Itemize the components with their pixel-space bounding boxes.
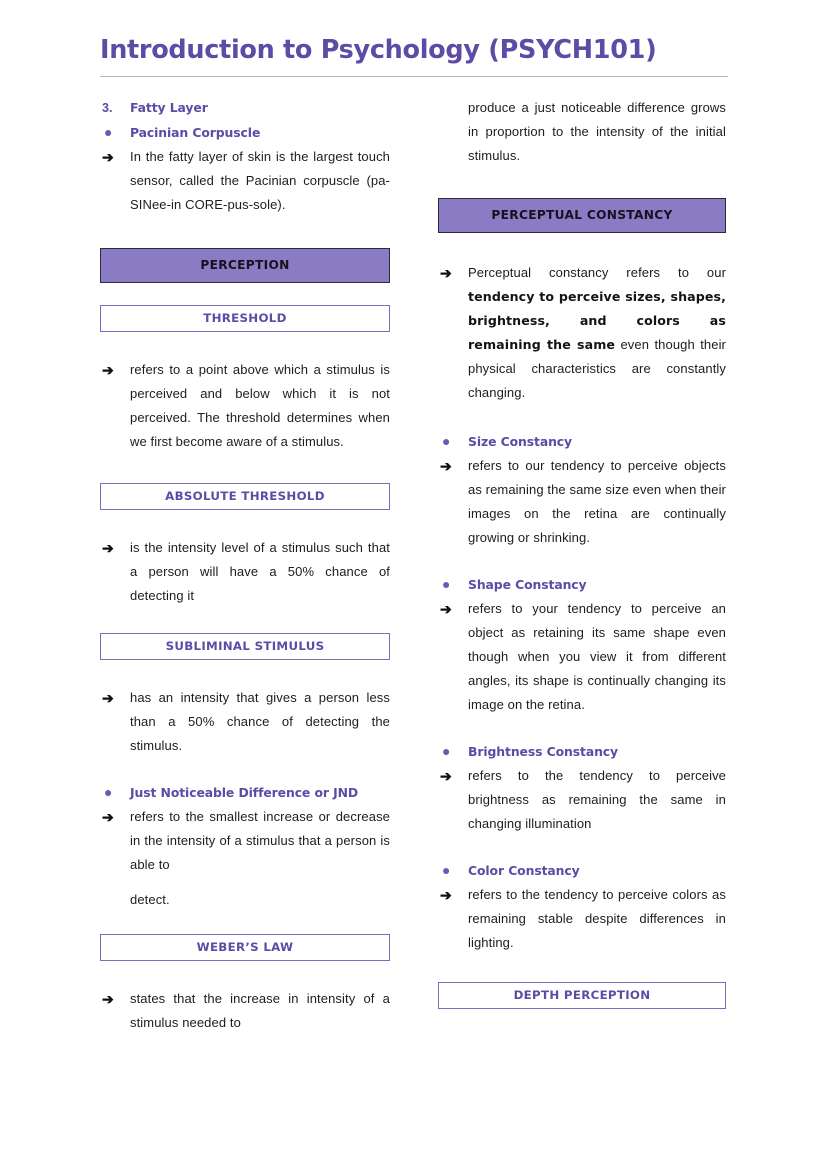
- list-item-webers-law-body: [100, 987, 390, 1035]
- bullet-icon: ●: [442, 576, 451, 592]
- list-item-size-constancy-body: [438, 454, 726, 550]
- section-banner-subliminal-stimulus: SUBLIMINAL STIMULUS: [100, 633, 390, 660]
- size-constancy-body: refers to our tendency to perceive objects as remaining the same size even when their images on the retina are continually growing or shrinking.: [468, 458, 726, 545]
- pacinian-corpuscle-body: In the fatty layer of skin is the largest touch sensor, called the Pacinian corpuscle (pa-SINee-in CORE-pus-sole).: [130, 149, 390, 212]
- section-banner-absolute-threshold: ABSOLUTE THRESHOLD: [100, 483, 390, 510]
- spacer: [100, 510, 390, 536]
- arrow-icon: ➔: [102, 149, 114, 165]
- list-item-shape-constancy-body: [438, 597, 726, 717]
- list-item-jnd-body: [100, 805, 390, 877]
- spacer: [100, 283, 390, 305]
- spacer: [438, 718, 726, 740]
- color-constancy-heading: Color Constancy: [468, 863, 580, 878]
- jnd-body: refers to the smallest increase or decrease in the intensity of a stimulus that a person is able to: [130, 809, 390, 872]
- arrow-icon: ➔: [102, 690, 114, 706]
- brightness-constancy-body: refers to the tendency to perceive brightness as remaining the same in changing illumination: [468, 768, 726, 831]
- color-constancy-body: refers to the tendency to perceive colors as remaining stable despite differences in lighting.: [468, 887, 726, 950]
- bullet-icon: ●: [104, 124, 113, 140]
- spacer: [100, 961, 390, 987]
- list-item-perceptual-constancy-body: [438, 261, 726, 405]
- list-number-marker: 3.: [102, 101, 113, 115]
- section-banner-webers-law: WEBER’S LAW: [100, 934, 390, 961]
- left-column: [100, 96, 390, 1036]
- brightness-constancy-heading: Brightness Constancy: [468, 744, 619, 759]
- subliminal-stimulus-body: has an intensity that gives a person less than a 50% chance of detecting the stimulus.: [130, 690, 390, 753]
- fatty-layer-heading: Fatty Layer: [130, 100, 208, 115]
- perceptual-constancy-body-bold: tendency to perceive sizes, shapes, brightness, and colors as remaining the same: [468, 289, 726, 352]
- list-item-jnd-heading: [100, 781, 390, 804]
- list-item-fatty-layer: [100, 96, 390, 120]
- shape-constancy-body: refers to your tendency to perceive an object as retaining its same shape even though when you view it from different angles, its shape is continually changing its image on the retina.: [468, 601, 726, 712]
- spacer: [438, 168, 726, 198]
- spacer: [100, 660, 390, 686]
- page-title: Introduction to Psychology (PSYCH101): [100, 35, 657, 65]
- arrow-icon: ➔: [102, 991, 114, 1007]
- webers-law-continuation: produce a just noticeable difference grows in proportion to the intensity of the initial stimulus.: [468, 100, 726, 163]
- jnd-heading: Just Noticeable Difference or JND: [130, 785, 359, 800]
- list-item-shape-constancy-heading: [438, 573, 726, 596]
- shape-constancy-heading: Shape Constancy: [468, 577, 587, 592]
- title-divider: [100, 76, 728, 77]
- pacinian-corpuscle-heading: Pacinian Corpuscle: [130, 125, 261, 140]
- list-item-color-constancy-body: [438, 883, 726, 955]
- list-item-threshold-body: [100, 358, 390, 454]
- bullet-icon: ●: [104, 784, 113, 800]
- spacer: [100, 332, 390, 358]
- spacer: [438, 837, 726, 859]
- spacer: [100, 609, 390, 633]
- perceptual-constancy-body-post: even though their physical characteristics are constantly changing.: [468, 337, 726, 400]
- arrow-icon: ➔: [102, 809, 114, 825]
- section-banner-threshold: THRESHOLD: [100, 305, 390, 332]
- list-item-color-constancy-heading: [438, 859, 726, 882]
- spacer: [100, 455, 390, 483]
- bullet-icon: ●: [442, 862, 451, 878]
- arrow-icon: ➔: [440, 887, 452, 903]
- bullet-icon: ●: [442, 743, 451, 759]
- section-banner-perception: PERCEPTION: [100, 248, 390, 283]
- arrow-icon: ➔: [440, 601, 452, 617]
- list-item-brightness-constancy-body: [438, 764, 726, 836]
- webers-law-body: states that the increase in intensity of a stimulus needed to: [130, 991, 390, 1030]
- document-header: [100, 36, 728, 85]
- arrow-icon: ➔: [102, 362, 114, 378]
- right-column: [438, 96, 726, 1009]
- spacer: [438, 406, 726, 430]
- section-banner-perceptual-constancy: PERCEPTUAL CONSTANCY: [438, 198, 726, 233]
- spacer: [100, 218, 390, 248]
- bullet-icon: ●: [442, 433, 451, 449]
- arrow-icon: ➔: [102, 540, 114, 556]
- perceptual-constancy-body-pre: Perceptual constancy refers to our: [468, 265, 726, 280]
- list-item-pacinian-body: [100, 145, 390, 217]
- spacer: [100, 759, 390, 781]
- spacer: [100, 878, 390, 888]
- arrow-icon: ➔: [440, 265, 452, 281]
- spacer: [438, 233, 726, 261]
- list-item-brightness-constancy-heading: [438, 740, 726, 763]
- absolute-threshold-body: is the intensity level of a stimulus such that a person will have a 50% chance of detecting it: [130, 540, 390, 603]
- arrow-icon: ➔: [440, 768, 452, 784]
- jnd-body-tail: detect.: [130, 892, 170, 907]
- list-item-pacinian-corpuscle: [100, 121, 390, 144]
- spacer: [438, 956, 726, 982]
- size-constancy-heading: Size Constancy: [468, 434, 573, 449]
- list-item-size-constancy-heading: [438, 430, 726, 453]
- spacer: [100, 912, 390, 934]
- list-item-subliminal-stimulus-body: [100, 686, 390, 758]
- perceptual-constancy-body: [468, 261, 726, 405]
- arrow-icon: ➔: [440, 458, 452, 474]
- list-item-absolute-threshold-body: [100, 536, 390, 608]
- section-banner-depth-perception: DEPTH PERCEPTION: [438, 982, 726, 1009]
- spacer: [438, 551, 726, 573]
- threshold-body: refers to a point above which a stimulus is perceived and below which it is not perceived. The threshold determines when we first become aware of a stimulus.: [130, 362, 390, 449]
